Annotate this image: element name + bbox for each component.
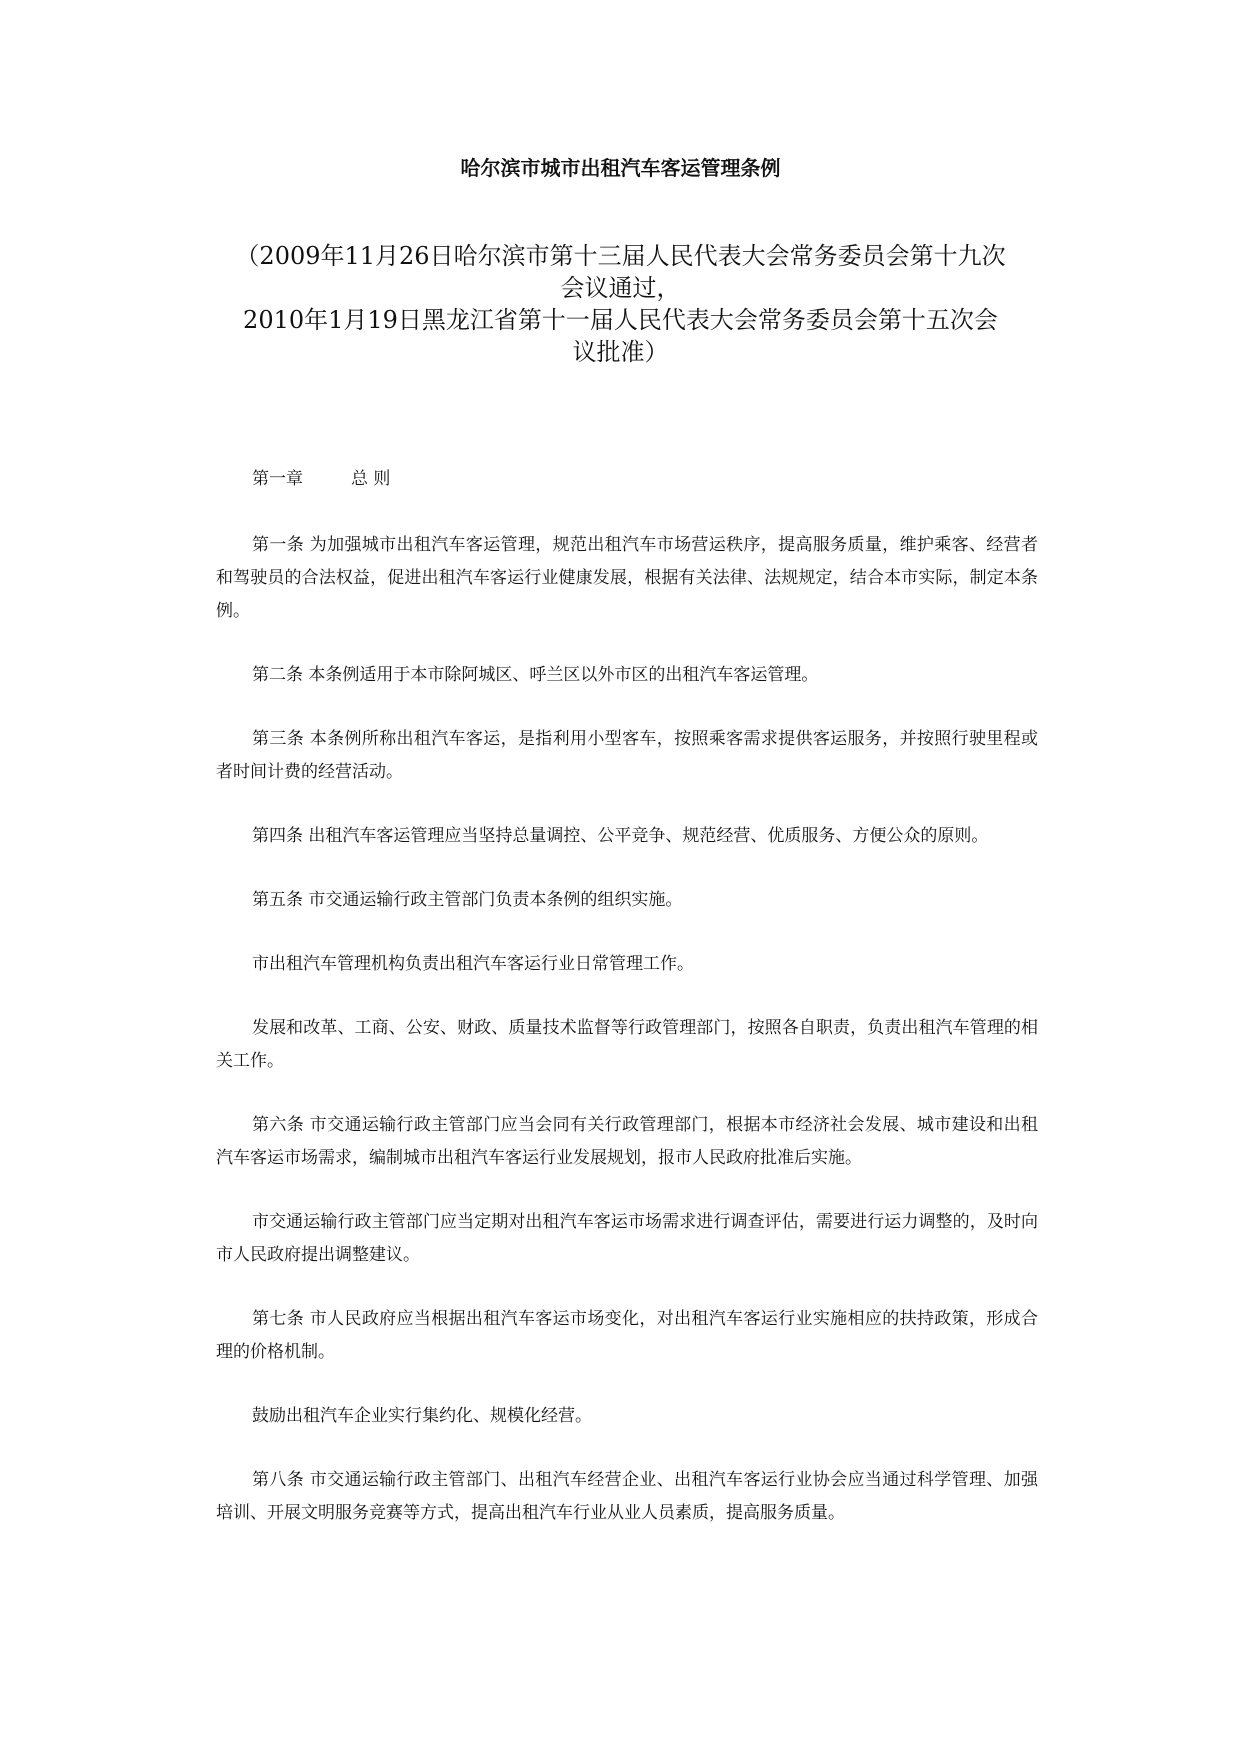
- article-paragraph: 第一条 为加强城市出租汽车客运管理，规范出租汽车市场营运秩序，提高服务质量，维护乘客、经营者和驾驶员的合法权益，促进出租汽车客运行业健康发展，根据有关法律、法规规定，结合本市实际，制定本条例。: [216, 535, 1038, 621]
- article-paragraph: 鼓励出租汽车企业实行集约化、规模化经营。: [252, 1406, 592, 1426]
- article-paragraph: 发展和改革、工商、公安、财政、质量技术监督等行政管理部门，按照各自职责，负责出租汽车管理的相关工作。: [216, 1018, 1038, 1071]
- subtitle-line: 会议通过，: [560, 274, 681, 302]
- subtitle-line: 2010年1月19日黑龙江省第十一届人民代表大会常务委员会第十五次会: [243, 306, 998, 334]
- subtitle-line: （2009年11月26日哈尔滨市第十三届人民代表大会常务委员会第十九次: [235, 242, 1006, 270]
- article-paragraph: 市交通运输行政主管部门应当定期对出租汽车客运市场需求进行调查评估，需要进行运力调整的，及时向市人民政府提出调整建议。: [216, 1212, 1038, 1265]
- document-title: 哈尔滨市城市出租汽车客运管理条例: [460, 156, 781, 180]
- article-paragraph: 第二条 本条例适用于本市除阿城区、呼兰区以外市区的出租汽车客运管理。: [252, 665, 819, 685]
- subtitle-line: 议批准）: [572, 338, 669, 366]
- chapter-name: 总 则: [351, 469, 391, 489]
- chapter-number: 第一章: [252, 469, 303, 489]
- article-paragraph: 第五条 市交通运输行政主管部门负责本条例的组织实施。: [252, 890, 683, 910]
- article-paragraph: 第八条 市交通运输行政主管部门、出租汽车经营企业、出租汽车客运行业协会应当通过科学管理、加强培训、开展文明服务竞赛等方式，提高出租汽车行业从业人员素质，提高服务质量。: [216, 1470, 1038, 1523]
- document-subtitle: [200, 240, 1041, 368]
- article-paragraph: 第七条 市人民政府应当根据出租汽车客运市场变化，对出租汽车客运行业实施相应的扶持政策，形成合理的价格机制。: [216, 1309, 1038, 1362]
- document-body: [216, 463, 1038, 1561]
- article-paragraph: 第三条 本条例所称出租汽车客运，是指利用小型客车，按照乘客需求提供客运服务，并按照行驶里程或者时间计费的经营活动。: [216, 729, 1038, 782]
- article-paragraph: 第六条 市交通运输行政主管部门应当会同有关行政管理部门，根据本市经济社会发展、城市建设和出租汽车客运市场需求，编制城市出租汽车客运行业发展规划，报市人民政府批准后实施。: [216, 1115, 1038, 1168]
- article-paragraph: 第四条 出租汽车客运管理应当坚持总量调控、公平竞争、规范经营、优质服务、方便公众的原则。: [252, 826, 989, 846]
- article-paragraph: 市出租汽车管理机构负责出租汽车客运行业日常管理工作。: [252, 954, 694, 974]
- chapter-heading: [216, 463, 1038, 496]
